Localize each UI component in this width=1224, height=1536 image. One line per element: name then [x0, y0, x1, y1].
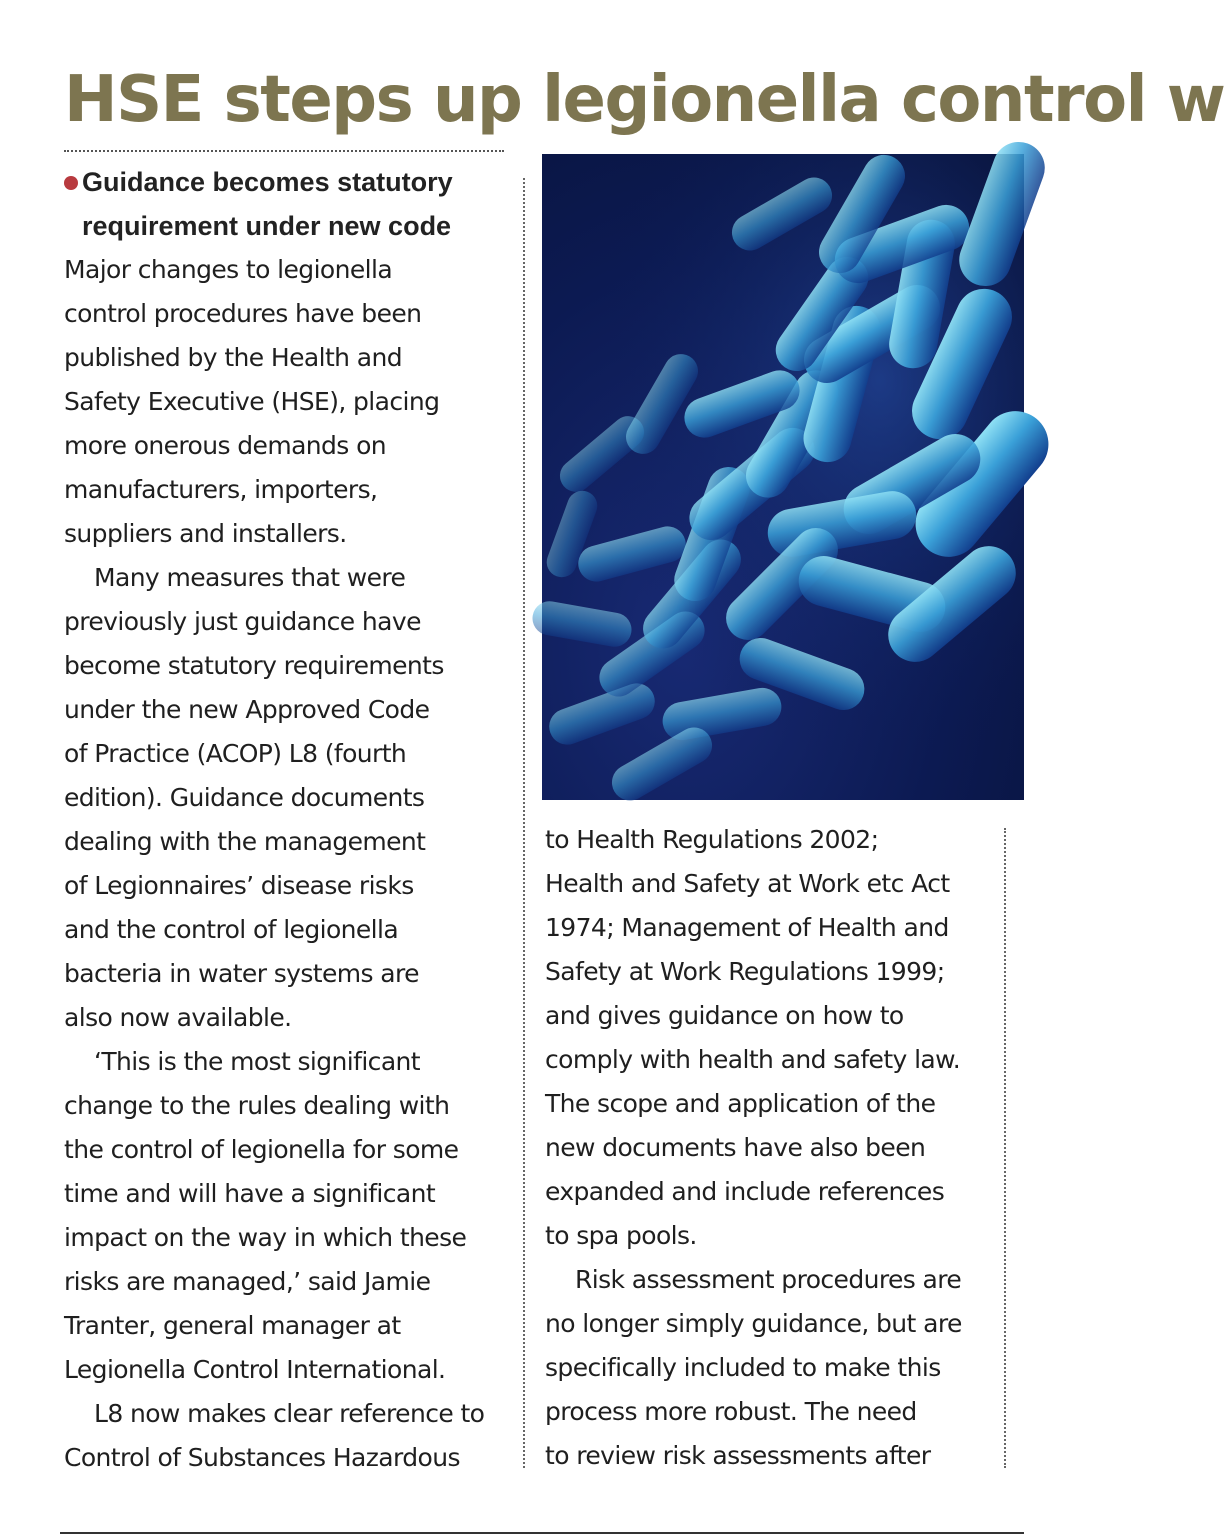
text-line: expanded and include references	[545, 1177, 945, 1206]
text-line: Major changes to legionella	[64, 255, 393, 284]
text-line: time and will have a significant	[64, 1179, 436, 1208]
text-line: impact on the way in which these	[64, 1223, 467, 1252]
article-headline: HSE steps up legionella control w	[64, 63, 1224, 137]
text-line: process more robust. The need	[545, 1397, 917, 1426]
text-line: become statutory requirements	[64, 651, 444, 680]
text-line: and the control of legionella	[64, 915, 399, 944]
strapline-line-2: requirement under new code	[82, 211, 452, 241]
text-line: to review risk assessments after	[545, 1441, 931, 1470]
headline-divider	[64, 150, 504, 152]
text-line: comply with health and safety law.	[545, 1045, 961, 1074]
text-line: specifically included to make this	[545, 1353, 941, 1382]
text-line: no longer simply guidance, but are	[545, 1309, 962, 1338]
text-line: previously just guidance have	[64, 607, 421, 636]
text-line: to Health Regulations 2002;	[545, 825, 879, 854]
strapline-line-1: Guidance becomes statutory	[82, 167, 453, 197]
text-line: Tranter, general manager at	[64, 1311, 401, 1340]
bullet-icon	[64, 176, 78, 190]
text-line: Safety Executive (HSE), placing	[64, 387, 440, 416]
column-two	[545, 818, 1005, 1478]
text-line: of Legionnaires’ disease risks	[64, 871, 414, 900]
text-line: more onerous demands on	[64, 431, 387, 460]
text-line: suppliers and installers.	[64, 519, 347, 548]
text-line: risks are managed,’ said Jamie	[64, 1267, 431, 1296]
column-one	[64, 160, 514, 1480]
column-one-text	[64, 248, 514, 1480]
text-line: Legionella Control International.	[64, 1355, 446, 1384]
text-line: new documents have also been	[545, 1133, 926, 1162]
text-line: manufacturers, importers,	[64, 475, 378, 504]
strapline	[64, 160, 514, 248]
text-line: the control of legionella for some	[64, 1135, 459, 1164]
column-divider-left	[523, 178, 525, 1468]
legionella-bacteria-illustration	[542, 154, 1024, 800]
text-line: also now available.	[64, 1003, 292, 1032]
text-line: bacteria in water systems are	[64, 959, 419, 988]
footer-rule	[60, 1532, 1024, 1534]
text-line: 1974; Management of Health and	[545, 913, 949, 942]
text-line: Risk assessment procedures are	[575, 1265, 962, 1294]
text-line: edition). Guidance documents	[64, 783, 425, 812]
text-line: Health and Safety at Work etc Act	[545, 869, 950, 898]
text-line: ‘This is the most significant	[94, 1047, 420, 1076]
text-line: to spa pools.	[545, 1221, 697, 1250]
text-line: and gives guidance on how to	[545, 1001, 904, 1030]
text-line: control procedures have been	[64, 299, 422, 328]
text-line: change to the rules dealing with	[64, 1091, 450, 1120]
text-line: L8 now makes clear reference to	[94, 1399, 485, 1428]
text-line: Safety at Work Regulations 1999;	[545, 957, 945, 986]
column-two-text	[545, 818, 1005, 1478]
text-line: of Practice (ACOP) L8 (fourth	[64, 739, 407, 768]
text-line: Control of Substances Hazardous	[64, 1443, 460, 1472]
bacteria-photo	[542, 154, 1024, 800]
text-line: under the new Approved Code	[64, 695, 430, 724]
text-line: Many measures that were	[94, 563, 406, 592]
text-line: dealing with the management	[64, 827, 426, 856]
text-line: The scope and application of the	[545, 1089, 936, 1118]
text-line: published by the Health and	[64, 343, 402, 372]
